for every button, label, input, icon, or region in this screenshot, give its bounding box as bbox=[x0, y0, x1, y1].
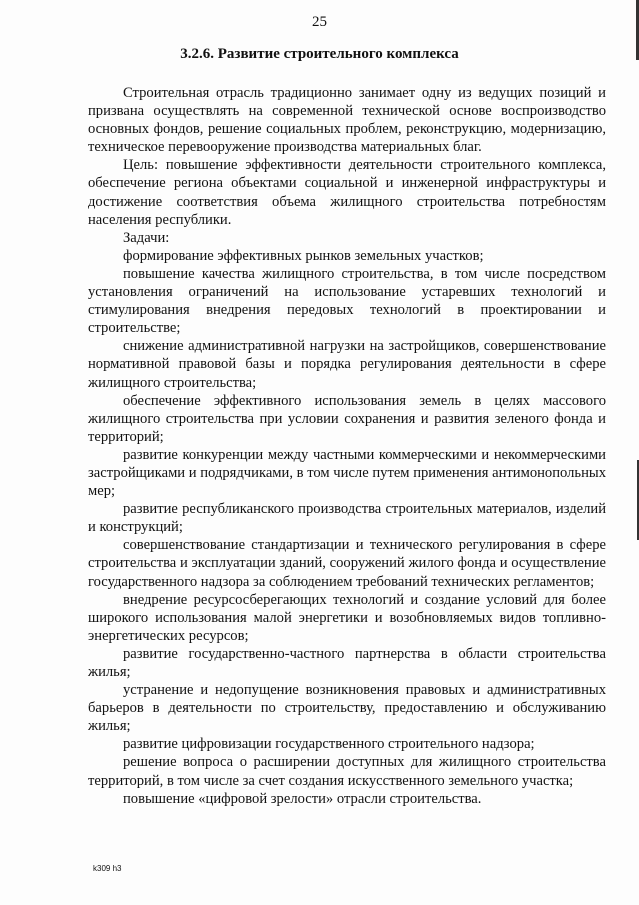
body-text bbox=[88, 84, 606, 808]
task-item: повышение «цифровой зрелости» отрасли строительства. bbox=[123, 790, 482, 807]
task-item: снижение административной нагрузки на застройщиков, совершенствование нормативной правовой базы и порядка регулирования деятельности в сфере жилищного строительства; bbox=[88, 338, 606, 391]
task-item: совершенствование стандартизации и технического регулирования в сфере строительства и эксплуатации зданий, сооружений жилого фонда и осуществление государственного надзора за соблюдением требований технических регламентов; bbox=[88, 537, 606, 590]
section-title: 3.2.6. Развитие строительного комплекса bbox=[180, 46, 459, 62]
page-number: 25 bbox=[312, 14, 327, 30]
paragraph-intro: Строительная отрасль традиционно занимает одну из ведущих позиций и призвана осуществлять на современной технической основе воспроизводство основных фондов, решение социальных проблем, реконструкцию, модернизацию, техническое перевооружение производства материальных благ. bbox=[88, 85, 606, 156]
task-item: повышение качества жилищного строительства, в том числе посредством установления ограничений на использование устаревших технологий и стимулирования внедрения передовых технологий в проектировании и строительстве; bbox=[88, 265, 606, 337]
task-item: развитие цифровизации государственного строительного надзора; bbox=[123, 736, 535, 753]
task-item: устранение и недопущение возникновения правовых и административных барьеров в деятельности по строительству, предоставлению и обслуживанию жилья; bbox=[88, 682, 606, 735]
footer-code: k309 h3 bbox=[93, 864, 122, 873]
task-item: формирование эффективных рынков земельных участков; bbox=[123, 247, 484, 264]
paragraph-goal: Цель: повышение эффективности деятельности строительного комплекса, обеспечение региона объектами социальной и инженерной инфраструктуры и достижение соответствия объема жилищного строительства потребностям населения республики. bbox=[88, 157, 606, 228]
task-item: решение вопроса о расширении доступных для жилищного строительства территорий, в том числе за счет создания искусственного земельного участка; bbox=[88, 754, 606, 789]
task-item: развитие государственно-частного партнерства в области строительства жилья; bbox=[88, 645, 606, 680]
task-item: развитие республиканского производства строительных материалов, изделий и конструкций; bbox=[88, 501, 606, 536]
task-item: внедрение ресурсосберегающих технологий и создание условий для более широкого использования малой энергетики и возобновляемых видов топливно-энергетических ресурсов; bbox=[88, 591, 606, 644]
task-item: обеспечение эффективного использования земель в целях массового жилищного строительства при условии сохранения и развития зеленого фонда и территорий; bbox=[88, 392, 606, 445]
tasks-heading: Задачи: bbox=[123, 229, 170, 246]
task-item: развитие конкуренции между частными коммерческими и некоммерческими застройщиками и подрядчиками, в том числе путем применения антимонопольных мер; bbox=[88, 446, 606, 500]
